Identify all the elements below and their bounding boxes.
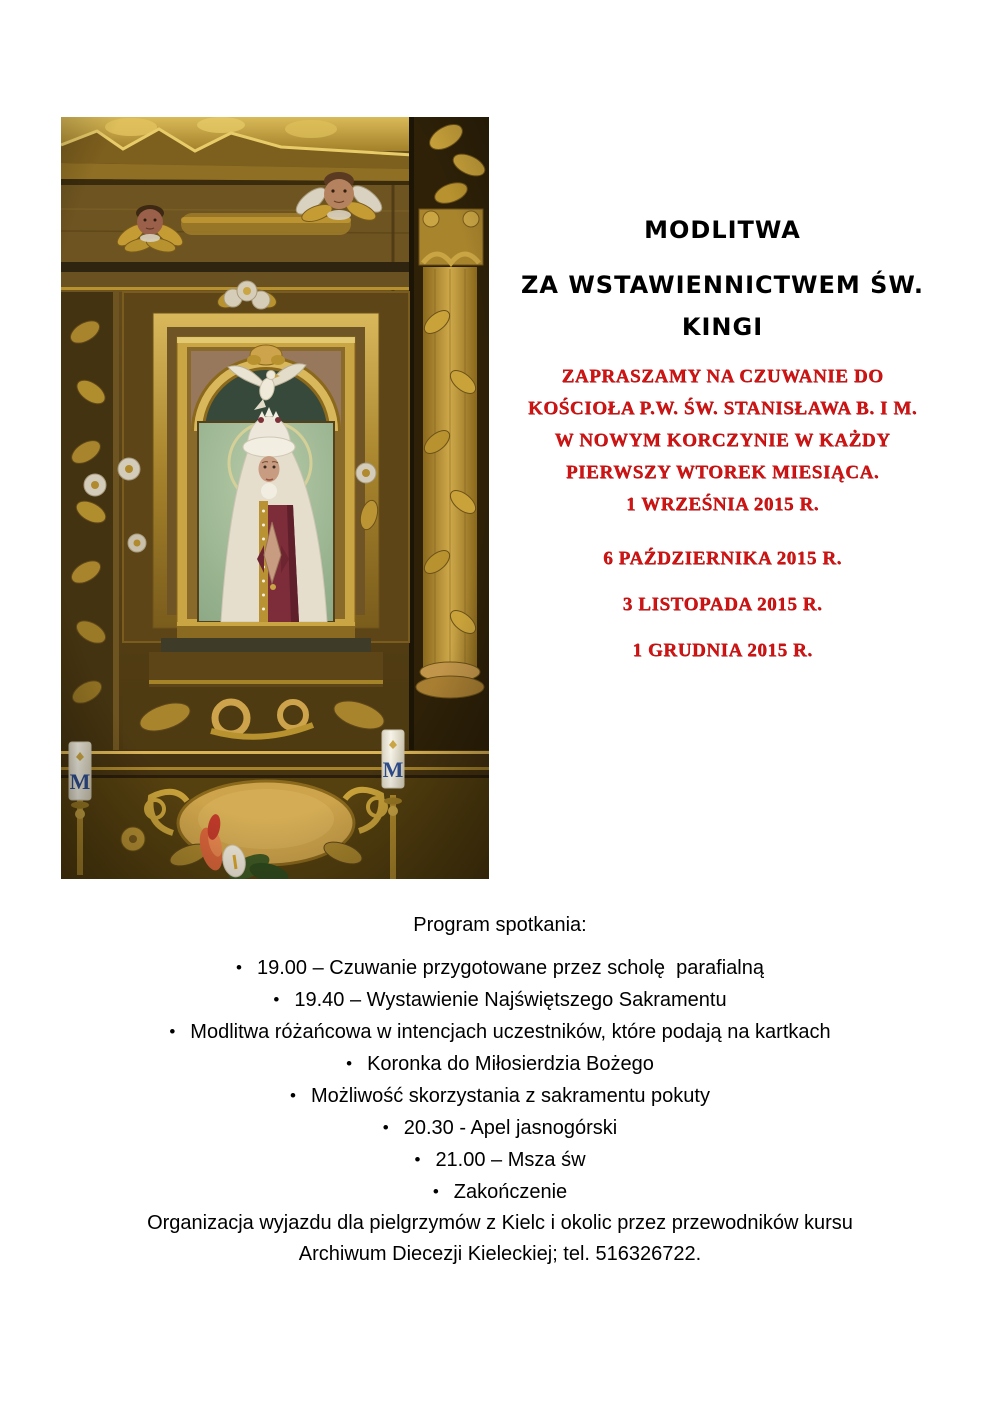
bullet-icon: •	[414, 1150, 421, 1169]
invitation-date: 1 GRUDNIA 2015 R.	[632, 640, 813, 661]
program-heading: Program spotkania:	[413, 914, 587, 936]
program-item	[0, 1048, 1000, 1080]
footer-block	[0, 1208, 1000, 1270]
bullet-icon: •	[236, 958, 242, 977]
program-item-text: Możliwość skorzystania z sakramentu pokuty	[310, 1085, 710, 1107]
program-item-text: Koronka do Miłosierdzia Bożego	[367, 1053, 654, 1075]
invitation-date: 3 LISTOPADA 2015 R.	[622, 594, 823, 615]
page-title-line1: MODLITWA	[644, 216, 801, 244]
invitation-paragraph	[500, 361, 945, 521]
invitation-line: 1 WRZEŚNIA 2015 R.	[625, 494, 820, 515]
altar-photo	[61, 117, 489, 879]
bullet-icon: •	[382, 1118, 389, 1137]
bullet-icon: •	[169, 1022, 176, 1041]
invitation-line: PIERWSZY WTOREK MIESIĄCA.	[565, 462, 880, 483]
bullet-icon: •	[432, 1182, 439, 1201]
program-item-text: Modlitwa różańcowa w intencjach uczestników, które podają na kartkach	[190, 1021, 831, 1043]
invitation-dates	[500, 543, 945, 667]
program-item	[0, 1080, 1000, 1112]
page-title-rest	[500, 264, 945, 348]
program-section	[0, 910, 1000, 1270]
program-item-text: Zakończenie	[453, 1181, 568, 1203]
program-list	[0, 952, 1000, 1208]
program-item-text: 21.00 – Msza św	[435, 1149, 586, 1171]
header-block	[500, 218, 945, 667]
photo-vignette	[61, 117, 489, 879]
bullet-icon: •	[273, 990, 280, 1009]
invitation-date: 6 PAŹDZIERNIKA 2015 R.	[603, 548, 842, 569]
program-item	[0, 1144, 1000, 1176]
bullet-icon: •	[290, 1086, 296, 1105]
program-item	[0, 1112, 1000, 1144]
footer-line: Archiwum Diecezji Kieleckiej; tel. 516326722.	[298, 1243, 702, 1265]
program-item-text: 19.00 – Czuwanie przygotowane przez scholę parafialną	[256, 957, 764, 979]
invitation-line: KOŚCIOŁA P.W. ŚW. STANISŁAWA B. I M.	[527, 398, 918, 419]
program-item	[0, 952, 1000, 984]
program-item	[0, 1176, 1000, 1208]
invitation-line: W NOWYM KORCZYNIE W KAŻDY	[554, 430, 891, 451]
page-title-line: ZA WSTAWIENNICTWEM ŚW.	[521, 271, 924, 299]
invitation-line: ZAPRASZAMY NA CZUWANIE DO	[561, 366, 884, 387]
program-item	[0, 984, 1000, 1016]
page-title-line: KINGI	[681, 313, 764, 341]
program-item-text: 19.40 – Wystawienie Najświętszego Sakramentu	[294, 989, 727, 1011]
footer-line: Organizacja wyjazdu dla pielgrzymów z Kielc i okolic przez przewodników kursu	[147, 1212, 853, 1234]
bullet-icon: •	[346, 1054, 353, 1073]
program-item	[0, 1016, 1000, 1048]
program-item-text: 20.30 - Apel jasnogórski	[403, 1117, 618, 1139]
